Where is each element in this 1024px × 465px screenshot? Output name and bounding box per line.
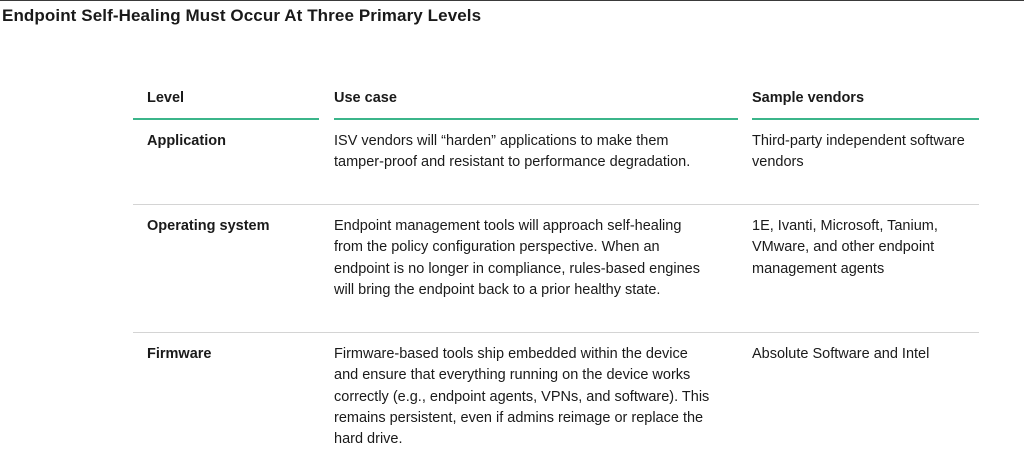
- row-firmware-level: Firmware: [147, 346, 212, 362]
- row-operating-system-level: Operating system: [147, 218, 270, 234]
- row-operating-system-vendors: 1E, Ivanti, Microsoft, Tanium, VMware, and other endpoint management agents: [752, 218, 938, 277]
- header-underline-use-case: [334, 118, 738, 120]
- header-underline-level: [133, 118, 319, 120]
- row-divider: [133, 332, 979, 333]
- top-border: [0, 0, 1024, 1]
- row-firmware-use-case: Firmware-based tools ship embedded within the device and ensure that everything running on the device works correctly (e.g., endpoint agents, VPNs, and software). This remains persistent, even if admins reimage or replace the hard drive.: [334, 346, 710, 448]
- header-use-case: Use case: [334, 90, 397, 106]
- header-underline-vendors: [752, 118, 979, 120]
- row-application-level: Application: [147, 133, 226, 149]
- row-application-vendors: Third-party independent software vendors: [752, 133, 965, 171]
- row-divider: [133, 204, 979, 205]
- page-title: Endpoint Self-Healing Must Occur At Three Primary Levels: [2, 6, 482, 25]
- row-application-use-case: ISV vendors will “harden” applications to make them tamper-proof and resistant to performance degradation.: [334, 133, 691, 171]
- header-level: Level: [147, 90, 185, 106]
- row-operating-system-use-case: Endpoint management tools will approach self-healing from the policy configuration perspective. When an endpoint is no longer in compliance, rules-based engines will bring the endpoint back to a prior healthy state.: [334, 218, 700, 298]
- header-sample-vendors: Sample vendors: [752, 90, 865, 106]
- row-firmware-vendors: Absolute Software and Intel: [752, 346, 930, 362]
